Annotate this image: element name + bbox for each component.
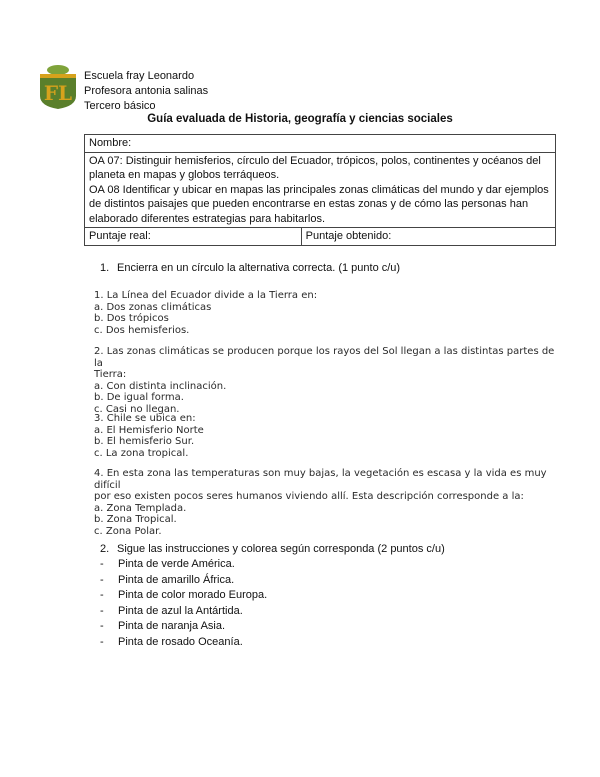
option-c[interactable]: c. Dos hemisferios. [94,324,190,336]
list-bullet: - [100,635,104,648]
section-1-heading [100,262,400,274]
option-a[interactable]: a. Dos zonas climáticas [94,301,212,313]
option-a[interactable]: a. El Hemisferio Norte [94,424,204,436]
question-1 [94,290,564,336]
list-bullet: - [100,620,104,633]
list-item [100,604,267,620]
list-item [100,619,267,635]
question-text: 4. En esta zona las temperaturas son muy bajas, la vegetación es escasa y la vida es muy difícil [94,468,547,491]
objective-oa07: OA 07: Distinguir hemisferios, círculo del Ecuador, trópicos, polos, continentes y océanos del planeta en mapas y globos terráqueos. [89,154,541,181]
question-text-cont: Tierra: [94,369,127,381]
teacher-name: Profesora antonia salinas [84,85,209,97]
list-bullet: - [100,604,104,617]
list-bullet: - [100,589,104,602]
section-1-instruction: Encierra en un círculo la alternativa correcta. (1 punto c/u) [117,262,401,274]
option-b[interactable]: b. De igual forma. [94,392,184,404]
option-a[interactable]: a. Zona Templada. [94,502,187,514]
section-2-instruction: Sigue las instrucciones y colorea según corresponda (2 puntos c/u) [117,543,445,555]
list-item-text: Pinta de naranja Asia. [118,620,226,633]
question-text: 1. La Línea del Ecuador divide a la Tierra en: [94,290,318,301]
question-4 [94,468,564,538]
option-b[interactable]: b. Zona Tropical. [94,514,177,526]
name-field[interactable]: Nombre: [85,135,556,153]
list-item-text: Pinta de verde América. [118,558,235,570]
grade-level: Tercero básico [84,100,156,112]
list-item-text: Pinta de color morado Europa. [118,589,268,602]
question-2 [94,346,564,416]
objectives-cell [85,152,556,228]
section-2-number: 2. [100,543,110,555]
option-b[interactable]: b. El hemisferio Sur. [94,436,195,448]
option-c[interactable]: c. Casi no llegan. [94,403,180,415]
school-header [84,69,208,114]
coloring-list [100,557,267,651]
list-bullet: - [100,558,104,570]
list-item-text: Pinta de rosado Oceanía. [118,635,243,648]
list-item [100,573,267,589]
question-text: 3. Chile se ubica en: [94,413,196,424]
option-c[interactable]: c. La zona tropical. [94,447,189,459]
school-logo [38,64,78,110]
score-obtained-field[interactable]: Puntaje obtenido: [301,228,555,246]
question-3 [94,413,564,459]
list-item [100,635,267,651]
list-item [100,588,267,604]
option-b[interactable]: b. Dos trópicos [94,313,169,325]
list-item [100,557,267,573]
option-c[interactable]: c. Zona Polar. [94,525,162,537]
section-2-heading [100,543,445,555]
logo-text: FL [43,81,73,105]
list-item-text: Pinta de amarillo África. [118,573,235,586]
list-bullet: - [100,573,104,586]
section-1-number: 1. [100,262,110,274]
option-a[interactable]: a. Con distinta inclinación. [94,380,227,392]
score-real-field[interactable]: Puntaje real: [85,228,302,246]
question-text-cont: por eso existen pocos seres humanos viviendo allí. Esta descripción corresponde a la: [94,491,524,503]
list-item-text: Pinta de azul la Antártida. [118,604,243,617]
school-name: Escuela fray Leonardo [84,70,195,82]
info-table [84,134,556,246]
objective-oa08: OA 08 Identificar y ubicar en mapas las principales zonas climáticas del mundo y dar ejemplos de distintos paisajes que pueden encontrarse en estas zonas y de cómo las personas han elaborado diferentes estrategias para habitarlos. [89,183,549,225]
question-text: 2. Las zonas climáticas se producen porque los rayos del Sol llegan a las distintas partes de la [94,346,555,369]
page-title: Guía evaluada de Historia, geografía y ciencias sociales [147,113,453,125]
